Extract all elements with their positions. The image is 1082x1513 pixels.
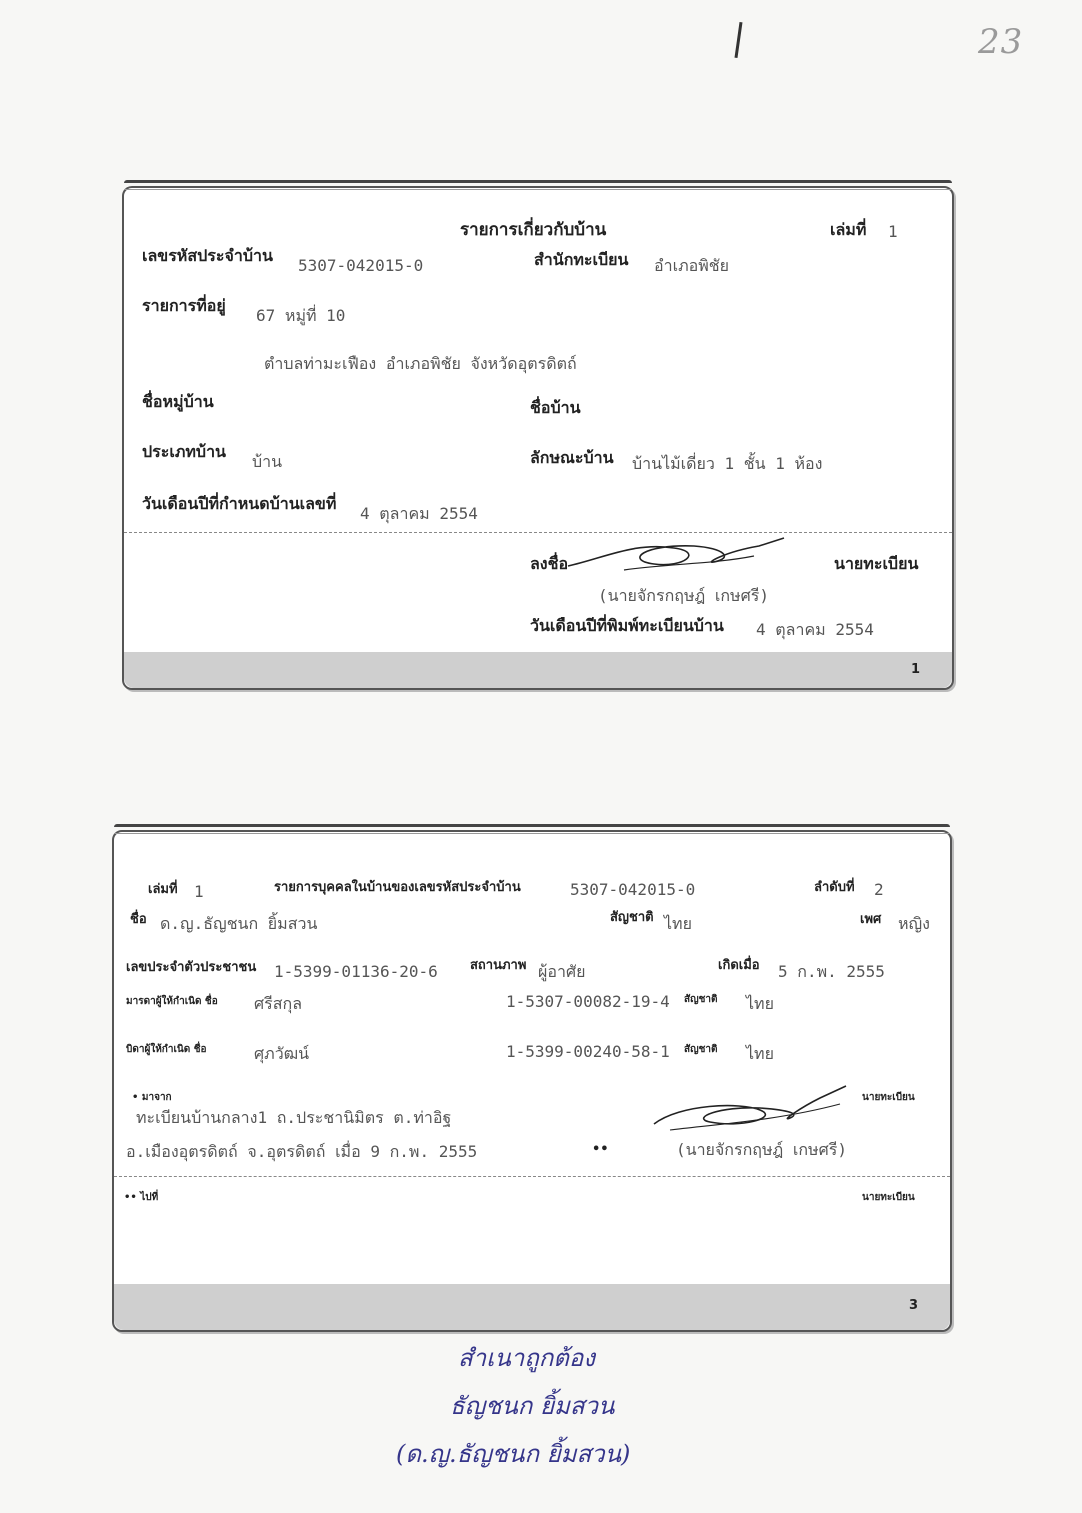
house-character-label: ลักษณะบ้าน <box>530 448 614 467</box>
order-number: 2 <box>874 880 884 899</box>
moved-from-line-1: ทะเบียนบ้านกลาง1 ถ.ประชานิมิตร ต.ท่าอิฐ <box>136 1108 452 1127</box>
house-code: 5307-042015-0 <box>570 880 696 899</box>
registry-office-label: สำนักทะเบียน <box>534 250 629 269</box>
registrar-name: (นายจักรกฤษฎ์ เกษศรี) <box>598 586 769 605</box>
book-label: เล่มที่ <box>830 220 867 239</box>
card1-page-no: 1 <box>910 662 920 677</box>
print-date-label: วันเดือนปีที่พิมพ์ทะเบียนบ้าน <box>530 616 724 635</box>
book-label: เล่มที่ <box>148 882 178 897</box>
father-name: ศุภวัฒน์ <box>254 1044 310 1063</box>
print-date: 4 ตุลาคม 2554 <box>756 620 874 639</box>
card2-footer <box>114 1284 950 1330</box>
double-bullet: •• <box>592 1142 609 1157</box>
card2-title: รายการบุคคลในบ้านของเลขรหัสประจำบ้าน <box>274 880 521 895</box>
house-details-card <box>122 186 954 690</box>
address-label: รายการที่อยู่ <box>142 296 226 315</box>
name-label: ชื่อ <box>130 912 147 927</box>
house-character: บ้านไม้เดี่ยว 1 ชั้น 1 ห้อง <box>632 454 823 473</box>
address-line-1: 67 หมู่ที่ 10 <box>256 306 346 325</box>
person-details-card <box>112 830 952 1332</box>
nationality-label: สัญชาติ <box>610 910 654 925</box>
assigned-date-label: วันเดือนปีที่กำหนดบ้านเลขที่ <box>142 494 337 513</box>
father-nationality: ไทย <box>746 1044 774 1063</box>
moved-from-line-2: อ.เมืองอุตรดิตถ์ จ.อุตรดิตถ์ เมื่อ 9 ก.พ. 2555 <box>126 1142 478 1161</box>
nationality: ไทย <box>664 914 692 933</box>
book-number: 1 <box>194 882 204 901</box>
status: ผู้อาศัย <box>538 962 586 981</box>
registrar-label: นายทะเบียน <box>834 554 919 573</box>
id-number: 1-5399-01136-20-6 <box>274 962 438 981</box>
order-label: ลำดับที่ <box>814 880 855 895</box>
certifier-signature: ธัญชนก ยิ้มสวน <box>450 1392 615 1420</box>
mother-nationality: ไทย <box>746 994 774 1013</box>
handwritten-page-number: 23 <box>978 22 1024 62</box>
status-label: สถานภาพ <box>470 958 527 973</box>
certified-copy-text: สำเนาถูกต้อง <box>458 1344 595 1372</box>
person-name: ด.ญ.ธัญชนก ยิ้มสวน <box>160 914 318 933</box>
mother-name: ศรีสกุล <box>254 994 303 1013</box>
house-code: 5307-042015-0 <box>298 256 424 275</box>
mother-label: มารดาผู้ให้กำเนิด ชื่อ <box>126 996 218 1007</box>
house-type-label: ประเภทบ้าน <box>142 442 226 461</box>
father-label: บิดาผู้ให้กำเนิด ชื่อ <box>126 1044 207 1055</box>
registrar-label-bottom: นายทะเบียน <box>862 1192 915 1203</box>
house-type: บ้าน <box>252 452 283 471</box>
card1-footer <box>124 652 952 688</box>
id-label: เลขประจำตัวประชาชน <box>126 960 257 975</box>
born-date: 5 ก.พ. 2555 <box>778 962 885 981</box>
registrar-name: (นายจักรกฤษฎ์ เกษศรี) <box>676 1140 847 1159</box>
father-id: 1-5399-00240-58-1 <box>506 1042 670 1061</box>
sex-label: เพศ <box>860 912 882 927</box>
registrar-label-top: นายทะเบียน <box>862 1092 915 1103</box>
book-number: 1 <box>888 222 898 241</box>
address-line-2: ตำบลท่ามะเฟือง อำเภอพิชัย จังหวัดอุตรดิตถ์ <box>264 354 577 373</box>
moved-to-label: •• ไปที่ <box>124 1192 159 1203</box>
assigned-date: 4 ตุลาคม 2554 <box>360 504 478 523</box>
mother-nationality-label: สัญชาติ <box>684 994 718 1005</box>
sex: หญิง <box>898 914 930 933</box>
registry-office: อำเภอพิชัย <box>654 256 729 275</box>
certifier-name: (ด.ญ.ธัญชนก ยิ้มสวน) <box>396 1440 631 1468</box>
registrar-signature <box>564 534 794 582</box>
card1-title: รายการเกี่ยวกับบ้าน <box>460 220 607 240</box>
card2-page-no: 3 <box>908 1298 918 1313</box>
divider <box>114 1176 950 1177</box>
mother-id: 1-5307-00082-19-4 <box>506 992 670 1011</box>
village-name-label: ชื่อหมู่บ้าน <box>142 392 214 411</box>
pen-mark <box>735 22 743 58</box>
father-nationality-label: สัญชาติ <box>684 1044 718 1055</box>
divider <box>124 532 952 533</box>
born-label: เกิดเมื่อ <box>718 958 760 973</box>
house-name-label: ชื่อบ้าน <box>530 398 581 417</box>
house-code-label: เลขรหัสประจำบ้าน <box>142 246 273 265</box>
sign-label: ลงชื่อ <box>530 554 569 573</box>
moved-from-label: • มาจาก <box>132 1092 172 1103</box>
registrar-signature <box>650 1084 850 1136</box>
